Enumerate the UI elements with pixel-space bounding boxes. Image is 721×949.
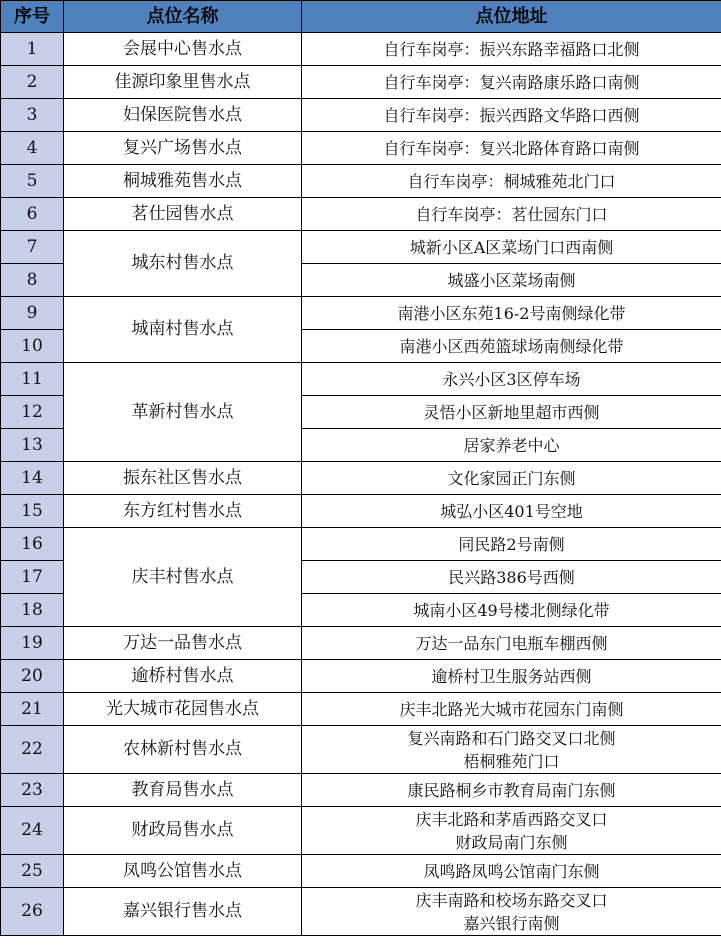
station-name: 农林新村售水点 (64, 726, 302, 774)
table-row (1, 627, 721, 660)
station-address: 自行车岗亭：振兴东路幸福路口北侧 (302, 33, 721, 66)
station-address: 灵悟小区新地里超市西侧 (302, 396, 721, 429)
station-name: 万达一品售水点 (64, 627, 302, 660)
table-row (1, 693, 721, 726)
station-address: 自行车岗亭：复兴北路体育路口南侧 (302, 132, 721, 165)
station-name: 佳源印象里售水点 (64, 66, 302, 99)
row-index: 15 (1, 495, 64, 528)
row-index: 1 (1, 33, 64, 66)
header-address: 点位地址 (302, 1, 721, 33)
table-row (1, 297, 721, 330)
table-row (1, 660, 721, 693)
table-row (1, 888, 721, 936)
station-name: 庆丰村售水点 (64, 528, 302, 627)
station-address: 居家养老中心 (302, 429, 721, 462)
table-row (1, 165, 721, 198)
station-name: 凤鸣公馆售水点 (64, 855, 302, 888)
station-address: 自行车岗亭：复兴南路康乐路口南侧 (302, 66, 721, 99)
station-address: 同民路2号南侧 (302, 528, 721, 561)
station-address: 复兴南路和石门路交叉口北侧 梧桐雅苑门口 (302, 726, 721, 774)
row-index: 2 (1, 66, 64, 99)
station-name: 逾桥村售水点 (64, 660, 302, 693)
table-row (1, 132, 721, 165)
row-index: 8 (1, 264, 64, 297)
row-index: 23 (1, 774, 64, 807)
station-address: 民兴路386号西侧 (302, 561, 721, 594)
row-index: 4 (1, 132, 64, 165)
station-address: 城新小区A区菜场门口西南侧 (302, 231, 721, 264)
station-address: 文化家园正门东侧 (302, 462, 721, 495)
row-index: 12 (1, 396, 64, 429)
station-address: 自行车岗亭：桐城雅苑北门口 (302, 165, 721, 198)
row-index: 7 (1, 231, 64, 264)
row-index: 26 (1, 888, 64, 936)
row-index: 24 (1, 807, 64, 855)
table-row (1, 66, 721, 99)
station-name: 茗仕园售水点 (64, 198, 302, 231)
station-address: 城盛小区菜场南侧 (302, 264, 721, 297)
station-address: 庆丰北路和茅盾西路交叉口 财政局南门东侧 (302, 807, 721, 855)
station-address: 庆丰北路光大城市花园东门南侧 (302, 693, 721, 726)
station-address: 永兴小区3区停车场 (302, 363, 721, 396)
table-row (1, 231, 721, 264)
station-name: 教育局售水点 (64, 774, 302, 807)
table-row (1, 807, 721, 855)
header-name: 点位名称 (64, 1, 302, 33)
row-index: 6 (1, 198, 64, 231)
station-address: 南港小区西苑篮球场南侧绿化带 (302, 330, 721, 363)
row-index: 9 (1, 297, 64, 330)
table-row (1, 33, 721, 66)
station-address: 自行车岗亭：振兴西路文华路口西侧 (302, 99, 721, 132)
table-row (1, 855, 721, 888)
station-name: 光大城市花园售水点 (64, 693, 302, 726)
station-name: 革新村售水点 (64, 363, 302, 462)
table-row (1, 99, 721, 132)
station-address: 康民路桐乡市教育局南门东侧 (302, 774, 721, 807)
station-address: 自行车岗亭：茗仕园东门口 (302, 198, 721, 231)
row-index: 5 (1, 165, 64, 198)
row-index: 18 (1, 594, 64, 627)
station-name: 复兴广场售水点 (64, 132, 302, 165)
row-index: 11 (1, 363, 64, 396)
station-name: 会展中心售水点 (64, 33, 302, 66)
table-row (1, 528, 721, 561)
station-address: 城弘小区401号空地 (302, 495, 721, 528)
station-address: 万达一品东门电瓶车棚西侧 (302, 627, 721, 660)
station-address: 逾桥村卫生服务站西侧 (302, 660, 721, 693)
row-index: 19 (1, 627, 64, 660)
station-name: 城南村售水点 (64, 297, 302, 363)
station-name: 妇保医院售水点 (64, 99, 302, 132)
row-index: 13 (1, 429, 64, 462)
row-index: 22 (1, 726, 64, 774)
row-index: 3 (1, 99, 64, 132)
row-index: 16 (1, 528, 64, 561)
station-address: 庆丰南路和校场东路交叉口 嘉兴银行南侧 (302, 888, 721, 936)
station-address: 凤鸣路凤鸣公馆南门东侧 (302, 855, 721, 888)
row-index: 14 (1, 462, 64, 495)
row-index: 17 (1, 561, 64, 594)
station-name: 东方红村售水点 (64, 495, 302, 528)
header-index: 序号 (1, 1, 64, 33)
station-name: 嘉兴银行售水点 (64, 888, 302, 936)
station-name: 财政局售水点 (64, 807, 302, 855)
station-name: 桐城雅苑售水点 (64, 165, 302, 198)
station-name: 振东社区售水点 (64, 462, 302, 495)
table-row (1, 495, 721, 528)
station-name: 城东村售水点 (64, 231, 302, 297)
station-address: 城南小区49号楼北侧绿化带 (302, 594, 721, 627)
header-row (1, 1, 721, 33)
table-row (1, 726, 721, 774)
row-index: 20 (1, 660, 64, 693)
row-index: 10 (1, 330, 64, 363)
table-row (1, 462, 721, 495)
table-body (1, 33, 721, 936)
row-index: 21 (1, 693, 64, 726)
station-address: 南港小区东苑16-2号南侧绿化带 (302, 297, 721, 330)
table-row (1, 198, 721, 231)
row-index: 25 (1, 855, 64, 888)
table-row (1, 774, 721, 807)
table-row (1, 363, 721, 396)
